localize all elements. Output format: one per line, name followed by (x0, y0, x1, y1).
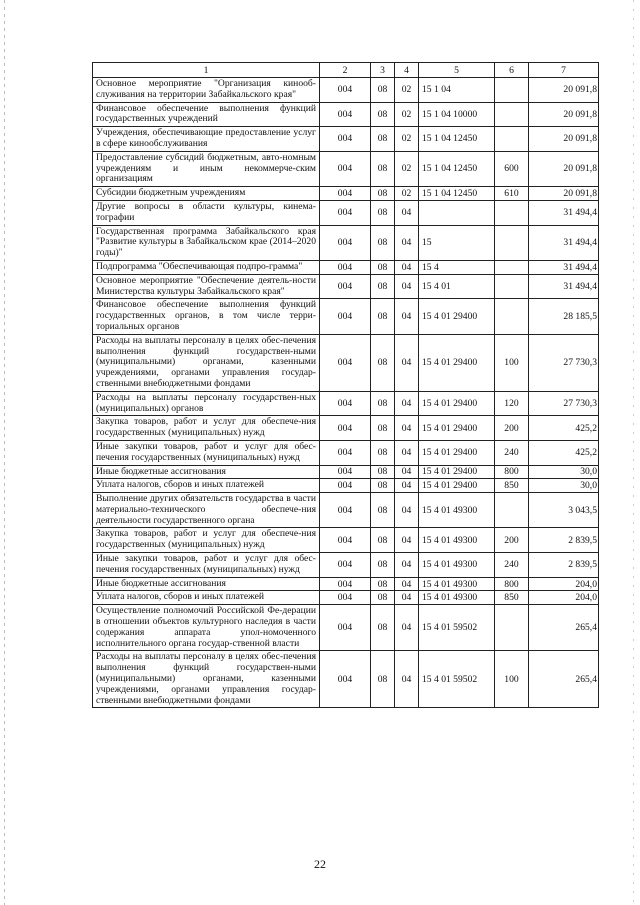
row-ved-cell: 004 (320, 299, 371, 334)
row-rz-cell: 08 (371, 225, 395, 260)
row-name-cell: Иные закупки товаров, работ и услуг для обес-печения государственных (муниципальных) нужд (93, 440, 320, 465)
row-ved-cell: 004 (320, 225, 371, 260)
row-vr-cell (495, 493, 529, 528)
row-sum-cell: 265,4 (529, 605, 599, 651)
row-rz-cell: 08 (371, 299, 395, 334)
row-name-cell: Финансовое обеспечение выполнения функций государственных органов, в том числе терри-ториальных органов (93, 299, 320, 334)
row-sum-cell: 204,0 (529, 591, 599, 605)
row-vr-cell (495, 299, 529, 334)
row-name-cell: Закупка товаров, работ и услуг для обеспече-ния государственных (муниципальных) нужд (93, 416, 320, 441)
row-vr-cell (495, 605, 529, 651)
row-ved-cell: 004 (320, 577, 371, 591)
row-sum-cell: 31 494,4 (529, 274, 599, 299)
row-ved-cell: 004 (320, 440, 371, 465)
row-sum-cell: 20 091,8 (529, 78, 599, 103)
row-vr-cell: 800 (495, 465, 529, 479)
row-name-cell: Расходы на выплаты персоналу государствен-ных (муниципальных) органов (93, 391, 320, 416)
row-name-cell: Основное мероприятие "Обеспечение деятель-ности Министерства культуры Забайкальского края" (93, 274, 320, 299)
row-vr-cell (495, 127, 529, 152)
table-row (93, 605, 599, 651)
row-sum-cell: 2 839,5 (529, 528, 599, 553)
table-row (93, 274, 599, 299)
row-pr-cell: 02 (395, 187, 419, 201)
row-ved-cell: 004 (320, 605, 371, 651)
row-vr-cell (495, 102, 529, 127)
header-cell-5: 5 (419, 63, 495, 78)
row-sum-cell: 31 494,4 (529, 200, 599, 225)
row-sum-cell: 3 043,5 (529, 493, 599, 528)
row-ved-cell: 004 (320, 274, 371, 299)
row-csr-cell: 15 4 01 59502 (419, 651, 495, 708)
row-pr-cell: 02 (395, 78, 419, 103)
row-pr-cell: 04 (395, 334, 419, 391)
row-rz-cell: 08 (371, 479, 395, 493)
row-vr-cell (495, 78, 529, 103)
table-row (93, 102, 599, 127)
row-name-cell: Государственная программа Забайкальского края "Развитие культуры в Забайкальском крае (2014–2020 годы)" (93, 225, 320, 260)
row-pr-cell: 02 (395, 102, 419, 127)
row-csr-cell: 15 4 01 59502 (419, 605, 495, 651)
row-rz-cell: 08 (371, 187, 395, 201)
row-rz-cell: 08 (371, 577, 395, 591)
row-csr-cell: 15 (419, 225, 495, 260)
scan-edge-right (633, 0, 634, 905)
row-sum-cell: 27 730,3 (529, 334, 599, 391)
row-name-cell: Выполнение других обязательств государства в части материально-технического обеспече-ния деятельности государственного органа (93, 493, 320, 528)
row-csr-cell: 15 4 01 29400 (419, 334, 495, 391)
table-row (93, 187, 599, 201)
row-vr-cell: 800 (495, 577, 529, 591)
row-sum-cell: 30,0 (529, 479, 599, 493)
row-ved-cell: 004 (320, 416, 371, 441)
row-pr-cell: 04 (395, 577, 419, 591)
row-csr-cell: 15 4 01 49300 (419, 553, 495, 578)
row-csr-cell (419, 200, 495, 225)
table-row (93, 553, 599, 578)
row-csr-cell: 15 4 01 49300 (419, 591, 495, 605)
table-row (93, 577, 599, 591)
table-row (93, 334, 599, 391)
header-cell-6: 6 (495, 63, 529, 78)
row-csr-cell: 15 4 01 49300 (419, 493, 495, 528)
row-sum-cell: 31 494,4 (529, 260, 599, 274)
table-row (93, 151, 599, 186)
row-rz-cell: 08 (371, 334, 395, 391)
header-cell-1: 1 (93, 63, 320, 78)
row-csr-cell: 15 4 (419, 260, 495, 274)
row-name-cell: Осуществление полномочий Российской Фе-дерации в отношении объектов культурного наследия в части содержания аппарата упол-номоченного исполнительного органа государ-ственной власти (93, 605, 320, 651)
row-csr-cell: 15 4 01 29400 (419, 465, 495, 479)
table-row (93, 528, 599, 553)
row-rz-cell: 08 (371, 493, 395, 528)
row-vr-cell: 610 (495, 187, 529, 201)
row-rz-cell: 08 (371, 416, 395, 441)
row-csr-cell: 15 1 04 10000 (419, 102, 495, 127)
table-row (93, 591, 599, 605)
row-sum-cell: 425,2 (529, 416, 599, 441)
row-name-cell: Расходы на выплаты персоналу в целях обес-печения выполнения функций государствен-ными (муниципальными) органами, казенными учреждениями, органами управления государ-ственными внебюджетными фондами (93, 651, 320, 708)
row-ved-cell: 004 (320, 479, 371, 493)
row-pr-cell: 04 (395, 260, 419, 274)
row-sum-cell: 2 839,5 (529, 553, 599, 578)
row-sum-cell: 27 730,3 (529, 391, 599, 416)
row-name-cell: Иные бюджетные ассигнования (93, 465, 320, 479)
row-rz-cell: 08 (371, 528, 395, 553)
row-pr-cell: 04 (395, 528, 419, 553)
row-pr-cell: 02 (395, 151, 419, 186)
row-name-cell: Иные бюджетные ассигнования (93, 577, 320, 591)
row-pr-cell: 04 (395, 465, 419, 479)
table-row (93, 493, 599, 528)
row-ved-cell: 004 (320, 200, 371, 225)
row-ved-cell: 004 (320, 391, 371, 416)
row-rz-cell: 08 (371, 651, 395, 708)
row-sum-cell: 20 091,8 (529, 102, 599, 127)
row-ved-cell: 004 (320, 591, 371, 605)
row-rz-cell: 08 (371, 274, 395, 299)
table-row (93, 127, 599, 152)
row-vr-cell (495, 260, 529, 274)
header-cell-2: 2 (320, 63, 371, 78)
row-rz-cell: 08 (371, 605, 395, 651)
row-csr-cell: 15 4 01 29400 (419, 479, 495, 493)
row-name-cell: Субсидии бюджетным учреждениям (93, 187, 320, 201)
row-sum-cell: 265,4 (529, 651, 599, 708)
row-ved-cell: 004 (320, 151, 371, 186)
row-sum-cell: 425,2 (529, 440, 599, 465)
row-rz-cell: 08 (371, 260, 395, 274)
row-name-cell: Основное мероприятие "Организация кинооб-служивания на территории Забайкальского края" (93, 78, 320, 103)
row-pr-cell: 04 (395, 391, 419, 416)
row-rz-cell: 08 (371, 591, 395, 605)
row-vr-cell: 600 (495, 151, 529, 186)
page-number: 22 (314, 857, 326, 871)
row-ved-cell: 004 (320, 334, 371, 391)
row-csr-cell: 15 4 01 49300 (419, 528, 495, 553)
row-csr-cell: 15 1 04 12450 (419, 127, 495, 152)
row-vr-cell: 100 (495, 651, 529, 708)
row-ved-cell: 004 (320, 260, 371, 274)
table-row (93, 465, 599, 479)
row-ved-cell: 004 (320, 102, 371, 127)
row-ved-cell: 004 (320, 651, 371, 708)
row-vr-cell: 100 (495, 334, 529, 391)
row-vr-cell (495, 200, 529, 225)
row-vr-cell (495, 274, 529, 299)
row-name-cell: Финансовое обеспечение выполнения функций государственных учреждений (93, 102, 320, 127)
row-vr-cell: 120 (495, 391, 529, 416)
row-pr-cell: 04 (395, 553, 419, 578)
row-pr-cell: 04 (395, 493, 419, 528)
row-vr-cell: 240 (495, 440, 529, 465)
row-rz-cell: 08 (371, 151, 395, 186)
row-csr-cell: 15 1 04 (419, 78, 495, 103)
row-vr-cell: 850 (495, 479, 529, 493)
row-pr-cell: 04 (395, 479, 419, 493)
table-row (93, 651, 599, 708)
row-pr-cell: 04 (395, 416, 419, 441)
row-ved-cell: 004 (320, 553, 371, 578)
header-cell-3: 3 (371, 63, 395, 78)
row-name-cell: Иные закупки товаров, работ и услуг для обес-печения государственных (муниципальных) нужд (93, 553, 320, 578)
row-csr-cell: 15 1 04 12450 (419, 151, 495, 186)
row-pr-cell: 04 (395, 440, 419, 465)
row-ved-cell: 004 (320, 465, 371, 479)
row-pr-cell: 04 (395, 299, 419, 334)
row-ved-cell: 004 (320, 78, 371, 103)
row-pr-cell: 04 (395, 651, 419, 708)
row-rz-cell: 08 (371, 102, 395, 127)
row-name-cell: Закупка товаров, работ и услуг для обеспече-ния государственных (муниципальных) нужд (93, 528, 320, 553)
row-pr-cell: 04 (395, 591, 419, 605)
row-csr-cell: 15 4 01 29400 (419, 440, 495, 465)
row-ved-cell: 004 (320, 528, 371, 553)
row-csr-cell: 15 4 01 49300 (419, 577, 495, 591)
budget-table-body (93, 63, 599, 708)
row-sum-cell: 20 091,8 (529, 187, 599, 201)
row-vr-cell: 240 (495, 553, 529, 578)
row-sum-cell: 31 494,4 (529, 225, 599, 260)
row-csr-cell: 15 4 01 29400 (419, 299, 495, 334)
table-row (93, 299, 599, 334)
table-header-row (93, 63, 599, 78)
row-vr-cell (495, 225, 529, 260)
row-pr-cell: 04 (395, 605, 419, 651)
row-csr-cell: 15 4 01 29400 (419, 391, 495, 416)
row-pr-cell: 02 (395, 127, 419, 152)
table-row (93, 479, 599, 493)
row-rz-cell: 08 (371, 391, 395, 416)
row-csr-cell: 15 4 01 29400 (419, 416, 495, 441)
row-sum-cell: 28 185,5 (529, 299, 599, 334)
row-csr-cell: 15 4 01 (419, 274, 495, 299)
row-ved-cell: 004 (320, 187, 371, 201)
row-ved-cell: 004 (320, 493, 371, 528)
row-name-cell: Учреждения, обеспечивающие предоставление услуг в сфере кинообслуживания (93, 127, 320, 152)
table-row (93, 225, 599, 260)
row-vr-cell: 200 (495, 416, 529, 441)
header-cell-7: 7 (529, 63, 599, 78)
table-row (93, 391, 599, 416)
table-row (93, 78, 599, 103)
table-row (93, 200, 599, 225)
table-row (93, 260, 599, 274)
row-rz-cell: 08 (371, 200, 395, 225)
table-row (93, 440, 599, 465)
row-pr-cell: 04 (395, 225, 419, 260)
row-name-cell: Уплата налогов, сборов и иных платежей (93, 479, 320, 493)
budget-table (92, 62, 599, 708)
row-rz-cell: 08 (371, 127, 395, 152)
scan-edge-left (4, 0, 5, 905)
row-name-cell: Расходы на выплаты персоналу в целях обес-печения выполнения функций государствен-ными (муниципальными) органами, казенными учреждениями, органами управления государ-ственными внебюджетными фондами (93, 334, 320, 391)
row-rz-cell: 08 (371, 78, 395, 103)
row-name-cell: Уплата налогов, сборов и иных платежей (93, 591, 320, 605)
table-row (93, 416, 599, 441)
row-sum-cell: 30,0 (529, 465, 599, 479)
row-name-cell: Другие вопросы в области культуры, кинема-тографии (93, 200, 320, 225)
row-rz-cell: 08 (371, 553, 395, 578)
row-rz-cell: 08 (371, 465, 395, 479)
row-name-cell: Предоставление субсидий бюджетным, авто-номным учреждениям и иным некоммерче-ским организациям (93, 151, 320, 186)
row-vr-cell: 850 (495, 591, 529, 605)
row-pr-cell: 04 (395, 200, 419, 225)
row-csr-cell: 15 1 04 12450 (419, 187, 495, 201)
row-name-cell: Подпрограмма "Обеспечивающая подпро-грамма" (93, 260, 320, 274)
row-sum-cell: 204,0 (529, 577, 599, 591)
header-cell-4: 4 (395, 63, 419, 78)
row-ved-cell: 004 (320, 127, 371, 152)
row-pr-cell: 04 (395, 274, 419, 299)
row-sum-cell: 20 091,8 (529, 127, 599, 152)
row-sum-cell: 20 091,8 (529, 151, 599, 186)
row-vr-cell: 200 (495, 528, 529, 553)
row-rz-cell: 08 (371, 440, 395, 465)
